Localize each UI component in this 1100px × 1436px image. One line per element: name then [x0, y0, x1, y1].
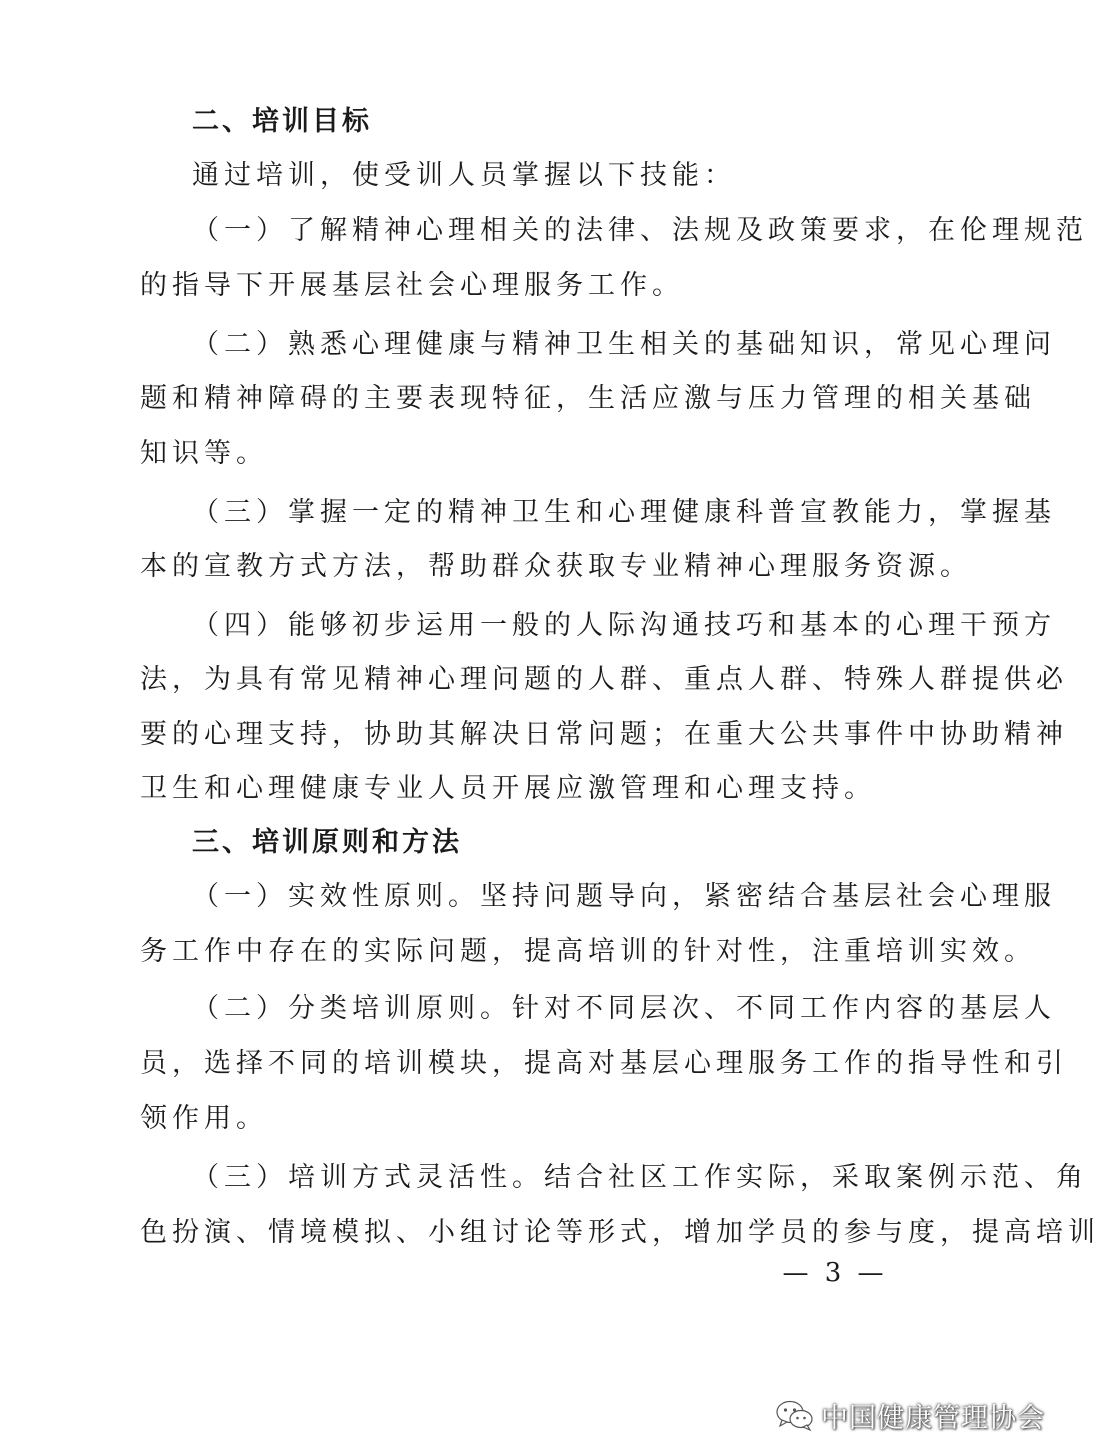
text-line: （三）掌握一定的精神卫生和心理健康科普宣教能力，掌握基 — [192, 497, 1056, 528]
text-line: 领作用。 — [140, 1103, 268, 1134]
text-line: 知识等。 — [140, 438, 268, 469]
text-line: （二）熟悉心理健康与精神卫生相关的基础知识，常见心理问 — [192, 329, 1056, 360]
text-line: （三）培训方式灵活性。结合社区工作实际，采取案例示范、角 — [192, 1162, 1088, 1193]
text-line: （四）能够初步运用一般的人际沟通技巧和基本的心理干预方 — [192, 610, 1056, 641]
text-line: 要的心理支持，协助其解决日常问题；在重大公共事件中协助精神 — [140, 719, 1068, 750]
text-line: （一）实效性原则。坚持问题导向，紧密结合基层社会心理服 — [192, 881, 1056, 912]
text-line: 法，为具有常见精神心理问题的人群、重点人群、特殊人群提供必 — [140, 664, 1068, 695]
watermark-text: 中国健康管理协会 — [821, 1402, 1045, 1434]
watermark — [775, 1395, 1045, 1435]
wechat-icon — [775, 1398, 815, 1432]
text-line: 本的宣教方式方法，帮助群众获取专业精神心理服务资源。 — [140, 551, 972, 582]
text-line: 员，选择不同的培训模块，提高对基层心理服务工作的指导性和引 — [140, 1048, 1068, 1079]
text-line: 通过培训，使受训人员掌握以下技能： — [192, 160, 736, 191]
text-line: （一）了解精神心理相关的法律、法规及政策要求，在伦理规范 — [192, 215, 1088, 246]
section-heading: 二、培训目标 — [192, 106, 372, 137]
text-line: 的指导下开展基层社会心理服务工作。 — [140, 270, 684, 301]
text-line: （二）分类培训原则。针对不同层次、不同工作内容的基层人 — [192, 993, 1056, 1024]
text-line: 色扮演、情境模拟、小组讨论等形式，增加学员的参与度，提高培训 — [140, 1217, 1100, 1248]
text-line: 题和精神障碍的主要表现特征，生活应激与压力管理的相关基础 — [140, 383, 1036, 414]
page-number: — 3 — — [782, 1258, 888, 1288]
section-heading: 三、培训原则和方法 — [192, 827, 462, 858]
text-line: 卫生和心理健康专业人员开展应激管理和心理支持。 — [140, 773, 876, 804]
text-line: 务工作中存在的实际问题，提高培训的针对性，注重培训实效。 — [140, 936, 1036, 967]
